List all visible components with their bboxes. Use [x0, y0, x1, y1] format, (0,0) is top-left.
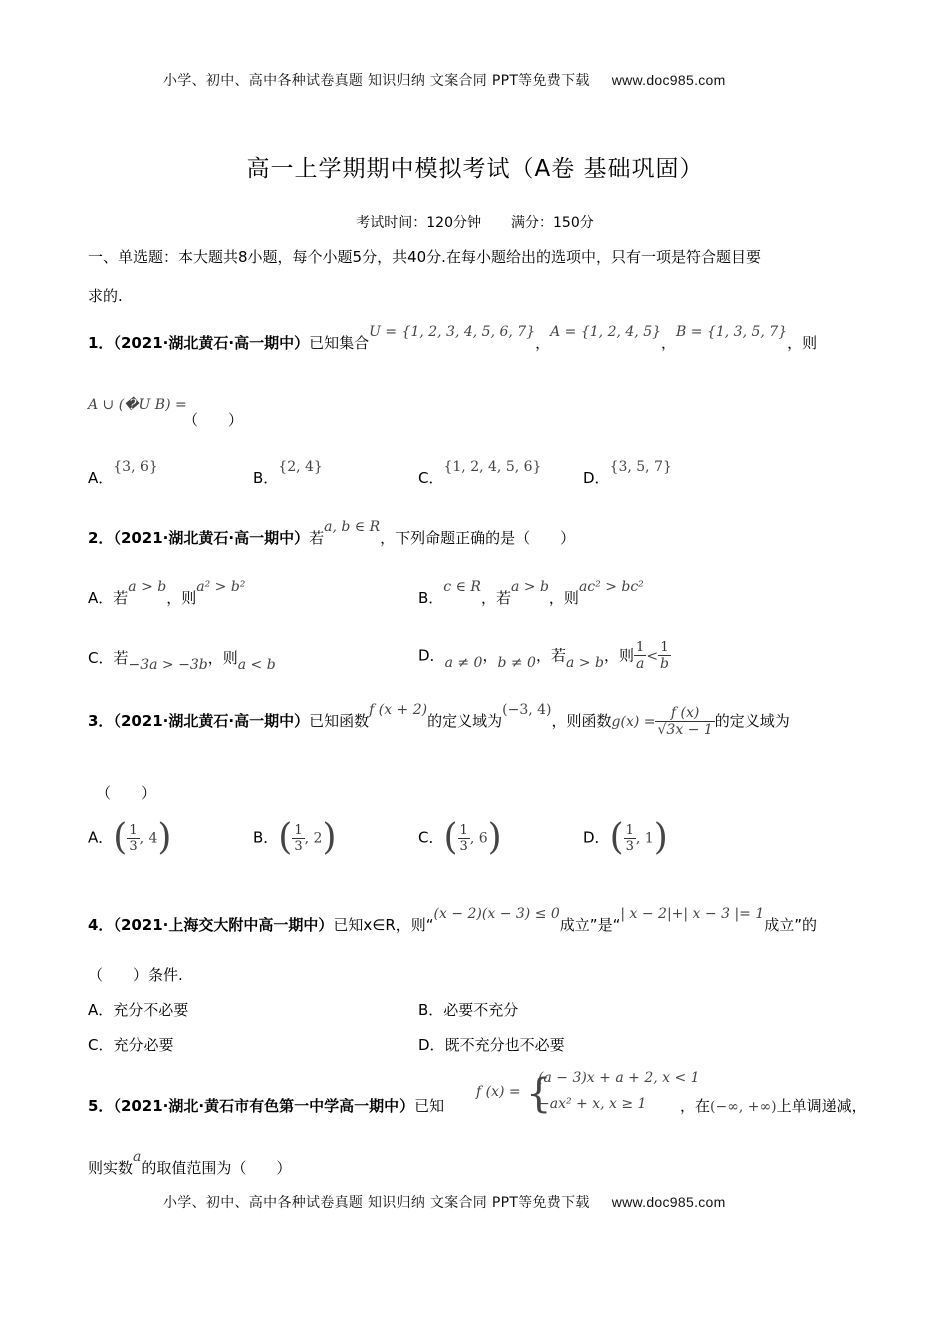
- math-function-g: g(x) =: [611, 714, 656, 730]
- exam-info: [0, 212, 950, 232]
- header-url[interactable]: www.doc985.com: [611, 72, 726, 88]
- piecewise-case-1: (a − 3)x + a + 2, x < 1: [538, 1070, 700, 1086]
- option-c[interactable]: C．{1, 2, 4, 5, 6}: [418, 459, 542, 487]
- fraction: $\frac{1}{a}$: [635, 640, 645, 672]
- piecewise-case-2: −ax² + x, x ≥ 1: [538, 1096, 647, 1112]
- option-c[interactable]: C．充分必要: [88, 1036, 174, 1054]
- question-source: （2021·湖北黄石·高一期中）: [113, 712, 310, 730]
- question-number: 5．: [88, 1097, 114, 1115]
- option-value: {1, 2, 4, 5, 6}: [443, 459, 542, 475]
- page-title: 高一上学期期中模拟考试（A卷 基础巩固）: [246, 156, 704, 182]
- question-source: （2021·上海交大附中高一期中）: [113, 916, 334, 934]
- math-interval: (−∞, +∞): [710, 1099, 777, 1115]
- header-text: 小学、初中、高中各种试卷真题 知识归纳 文案合同 PPT等免费下载: [163, 73, 590, 89]
- option-c[interactable]: C．( $\frac{1}{3}$ , 6): [418, 817, 502, 858]
- math-function-f: f (x + 2): [369, 702, 428, 718]
- question-number: 4．: [88, 916, 114, 934]
- fraction: $\frac{f (x)}{√3x - 1}$: [657, 705, 713, 738]
- fraction: $\frac{1}{b}$: [660, 640, 670, 672]
- section-heading-line1: 一、单选题：本大题共8小题，每个小题5分，共40分.在每小题给出的选项中，只有一项是符合题目要: [88, 248, 761, 266]
- math-condition: a, b ∈ R: [324, 519, 381, 535]
- question-5-line2: 则实数a的取值范围为（ ）: [88, 1149, 292, 1177]
- option-d[interactable]: D．既不充分也不必要: [418, 1036, 565, 1054]
- math-domain: (−3, 4): [502, 702, 552, 718]
- section-heading-line2: 求的.: [88, 287, 123, 305]
- math-variable: a: [133, 1149, 142, 1165]
- question-source: （2021·湖北·黄石市有色第一中学高一期中）: [113, 1097, 415, 1115]
- question-4: 4．（2021·上海交大附中高一期中）已知x∈R，则“(x − 2)(x − 3) ≤ 0成立”是“| x − 2|+| x − 3 |= 1成立”的: [88, 906, 818, 934]
- question-2: 2．（2021·湖北黄石·高一期中）若a, b ∈ R，下列命题正确的是（ ）: [88, 519, 576, 547]
- option-a[interactable]: A．若a > b，则a² > b²: [88, 579, 246, 607]
- option-value: {2, 4}: [278, 459, 323, 475]
- question-4-line2: （ ）条件.: [88, 966, 183, 984]
- option-d[interactable]: D．( $\frac{1}{3}$ , 1): [583, 817, 668, 858]
- page-header: [163, 70, 726, 90]
- option-b[interactable]: B．c ∈ R，若a > b，则ac² > bc²: [418, 579, 644, 607]
- math-inequality: (x − 2)(x − 3) ≤ 0: [433, 906, 560, 922]
- question-source: （2021·湖北黄石·高一期中）: [113, 529, 310, 547]
- footer-text: 小学、初中、高中各种试卷真题 知识归纳 文案合同 PPT等免费下载: [163, 1195, 590, 1211]
- option-value: {3, 5, 7}: [609, 459, 672, 475]
- math-set-u: U = {1, 2, 3, 4, 5, 6, 7}: [369, 324, 536, 340]
- option-value: {3, 6}: [113, 459, 158, 475]
- question-text: 已知集合: [309, 334, 370, 352]
- option-b[interactable]: B．{2, 4}: [253, 459, 323, 487]
- exam-score: 满分：150分: [511, 215, 594, 231]
- footer-url[interactable]: www.doc985.com: [611, 1194, 726, 1210]
- option-a[interactable]: A．{3, 6}: [88, 459, 158, 487]
- question-number: 3．: [88, 712, 114, 730]
- question-source: （2021·湖北黄石·高一期中）: [113, 334, 310, 352]
- option-b[interactable]: B．( $\frac{1}{3}$ , 2): [253, 817, 337, 858]
- option-b[interactable]: B．必要不充分: [418, 1001, 519, 1019]
- question-3: 3．（2021·湖北黄石·高一期中）已知函数f (x + 2)的定义域为(−3, 4)，则函数g(x) = $\frac{f (x)}{√3x - 1}$ 的定义域为: [88, 702, 790, 738]
- option-a[interactable]: A．充分不必要: [88, 1001, 189, 1019]
- exam-time: 考试时间：120分钟: [356, 215, 481, 231]
- option-a[interactable]: A．( $\frac{1}{3}$ , 4): [88, 817, 172, 858]
- answer-paren: （ ）: [183, 411, 244, 429]
- page-footer: [163, 1192, 726, 1212]
- math-set-b: B = {1, 3, 5, 7}: [676, 324, 788, 340]
- question-1: 1．（2021·湖北黄石·高一期中）已知集合U = {1, 2, 3, 4, 5, 6, 7}，A = {1, 2, 4, 5}，B = {1, 3, 5, 7}，则: [88, 324, 818, 352]
- question-5-tail: ，在(−∞, +∞)上单调递减，: [680, 1097, 867, 1115]
- question-number: 2．: [88, 529, 114, 547]
- math-set-a: A = {1, 2, 4, 5}: [550, 324, 662, 340]
- question-number: 1．: [88, 334, 114, 352]
- math-expression: A ∪ (�U B) =: [88, 397, 187, 413]
- question-1-expression: [88, 395, 187, 413]
- question-5: 5．（2021·湖北·黄石市有色第一中学高一期中）已知: [88, 1097, 445, 1115]
- option-d[interactable]: D．{3, 5, 7}: [583, 459, 672, 487]
- option-d[interactable]: D．a ≠ 0，b ≠ 0，若a > b，则 $\frac{1}{a}$ < $\frac{1}{b}$: [418, 640, 670, 672]
- option-c[interactable]: C．若−3a > −3b，则a < b: [88, 649, 276, 673]
- math-equation: | x − 2|+| x − 3 |= 1: [620, 906, 765, 922]
- answer-paren: （ ）: [96, 784, 157, 802]
